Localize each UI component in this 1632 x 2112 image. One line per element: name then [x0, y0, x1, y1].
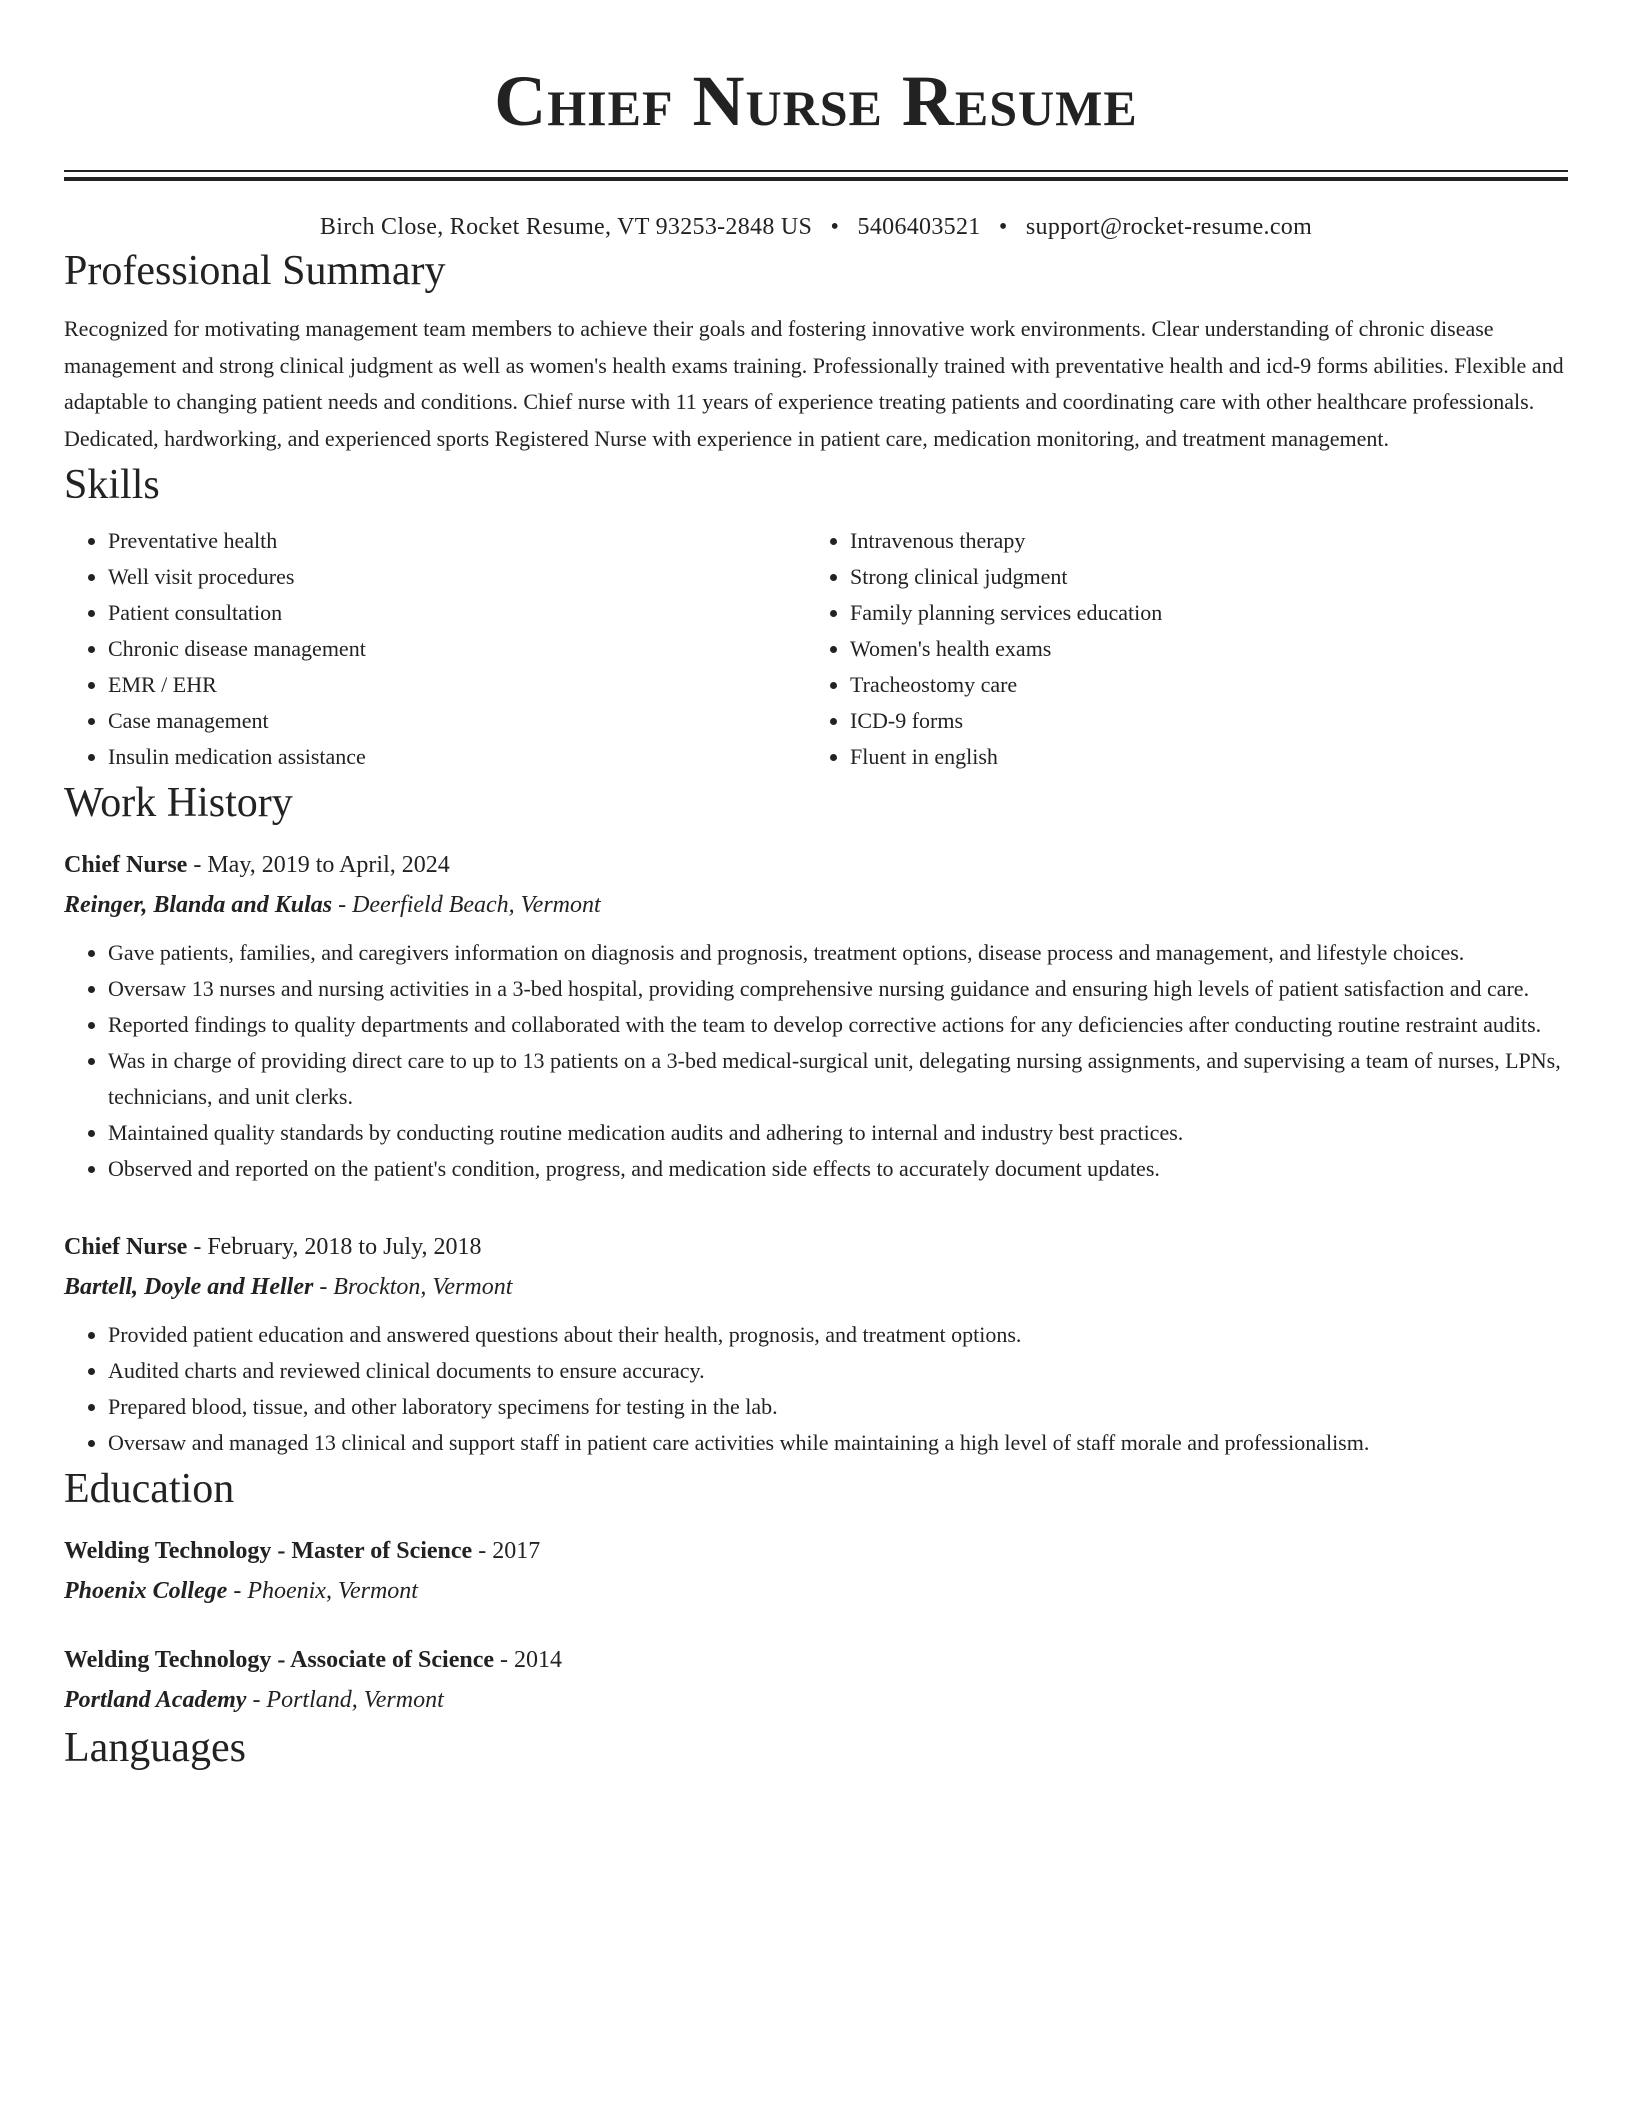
skill-item: • Women's health exams [850, 631, 1548, 667]
job-title-line [64, 845, 1568, 885]
duty-item: • Audited charts and reviewed clinical documents to ensure accuracy. [108, 1353, 1568, 1389]
job-company: Reinger, Blanda and Kulas [64, 892, 333, 918]
skills-heading: Skills [64, 462, 160, 508]
job-location: - Brockton, Vermont [313, 1274, 513, 1300]
skills-column-right [806, 523, 1548, 775]
duty-item: • Was in charge of providing direct care to up to 13 patients on a 3-bed medical-surgical unit, delegating nursing assignments, and supervising a team of nurses, LPNs, technicians, and unit clerks. [108, 1043, 1568, 1115]
job-company: Bartell, Doyle and Heller [64, 1274, 314, 1300]
skill-item: • Patient consultation [108, 595, 806, 631]
duty-item: • Gave patients, families, and caregivers information on diagnosis and prognosis, treatment options, disease process and management, and lifestyle choices. [108, 935, 1568, 971]
job-company-line [64, 1267, 1568, 1307]
education-entry [64, 1531, 1568, 1611]
graduation-year: - 2017 [472, 1538, 541, 1564]
duty-item: • Reported findings to quality departments and collaborated with the team to develop corrective actions for any deficiencies after conducting routine restraint audits. [108, 1007, 1568, 1043]
school-name: Portland Academy [64, 1687, 247, 1713]
job-title: Chief Nurse [64, 1234, 188, 1260]
job-entry [64, 845, 1568, 1187]
education-heading: Education [64, 1466, 235, 1512]
contact-email: support@rocket-resume.com [1025, 214, 1313, 240]
skill-item: • EMR / EHR [108, 667, 806, 703]
job-dates: - February, 2018 to July, 2018 [187, 1234, 482, 1260]
job-duties [64, 935, 1568, 1187]
skill-item: • ICD-9 forms [850, 703, 1548, 739]
duty-item: • Oversaw and managed 13 clinical and support staff in patient care activities while maintaining a high level of staff morale and professionalism. [108, 1425, 1568, 1461]
work-history-heading: Work History [64, 780, 293, 826]
contact-line [64, 211, 1568, 243]
contact-separator: • [830, 214, 840, 240]
school-location: - Portland, Vermont [246, 1687, 444, 1713]
skills-column-left [64, 523, 806, 775]
skill-item: • Chronic disease management [108, 631, 806, 667]
school-line [64, 1571, 1568, 1611]
title-divider [64, 170, 1568, 181]
skill-item: • Tracheostomy care [850, 667, 1548, 703]
degree-line [64, 1640, 1568, 1680]
summary-heading: Professional Summary [64, 248, 446, 294]
duty-item: • Oversaw 13 nurses and nursing activities in a 3-bed hospital, providing comprehensive nursing guidance and ensuring high levels of patient satisfaction and care. [108, 971, 1568, 1007]
contact-phone: 5406403521 [857, 214, 981, 240]
languages-heading: Languages [64, 1725, 246, 1771]
duty-item: • Maintained quality standards by conducting routine medication audits and adhering to internal and industry best practices. [108, 1115, 1568, 1151]
skill-item: • Family planning services education [850, 595, 1548, 631]
job-company-line [64, 885, 1568, 925]
job-duties [64, 1317, 1568, 1461]
resume-title: Chief Nurse Resume [494, 61, 1138, 141]
degree: Welding Technology - Master of Science [64, 1538, 473, 1564]
skill-item: • Preventative health [108, 523, 806, 559]
duty-item: • Prepared blood, tissue, and other laboratory specimens for testing in the lab. [108, 1389, 1568, 1425]
job-title: Chief Nurse [64, 852, 188, 878]
duty-item: • Observed and reported on the patient's condition, progress, and medication side effects to accurately document updates. [108, 1151, 1568, 1187]
contact-separator: • [998, 214, 1008, 240]
skill-item: • Case management [108, 703, 806, 739]
school-name: Phoenix College [64, 1578, 228, 1604]
education-entry [64, 1640, 1568, 1720]
duty-item: • Provided patient education and answered questions about their health, prognosis, and treatment options. [108, 1317, 1568, 1353]
job-dates: - May, 2019 to April, 2024 [187, 852, 450, 878]
skills-list [64, 523, 1568, 775]
contact-address: Birch Close, Rocket Resume, VT 93253-2848 US [319, 214, 813, 240]
degree: Welding Technology - Associate of Science [64, 1647, 495, 1673]
skill-item: • Well visit procedures [108, 559, 806, 595]
job-location: - Deerfield Beach, Vermont [332, 892, 601, 918]
skill-item: • Insulin medication assistance [108, 739, 806, 775]
summary-text: Recognized for motivating management team members to achieve their goals and fostering innovative work environments. Clear understanding of chronic disease management and strong clinical judgment as well as women's health exams training. Professionally trained with preventative health and icd-9 forms abilities. Flexible and adaptable to changing patient needs and conditions. Chief nurse with 11 years of experience treating patients and coordinating care with other healthcare professionals. Dedicated, hardworking, and experienced sports Registered Nurse with experience in patient care, medication monitoring, and treatment management. [64, 316, 1564, 451]
graduation-year: - 2014 [494, 1647, 563, 1673]
school-location: - Phoenix, Vermont [227, 1578, 418, 1604]
job-entry [64, 1227, 1568, 1461]
skill-item: • Intravenous therapy [850, 523, 1548, 559]
degree-line [64, 1531, 1568, 1571]
job-title-line [64, 1227, 1568, 1267]
skill-item: • Strong clinical judgment [850, 559, 1548, 595]
skill-item: • Fluent in english [850, 739, 1548, 775]
school-line [64, 1680, 1568, 1720]
